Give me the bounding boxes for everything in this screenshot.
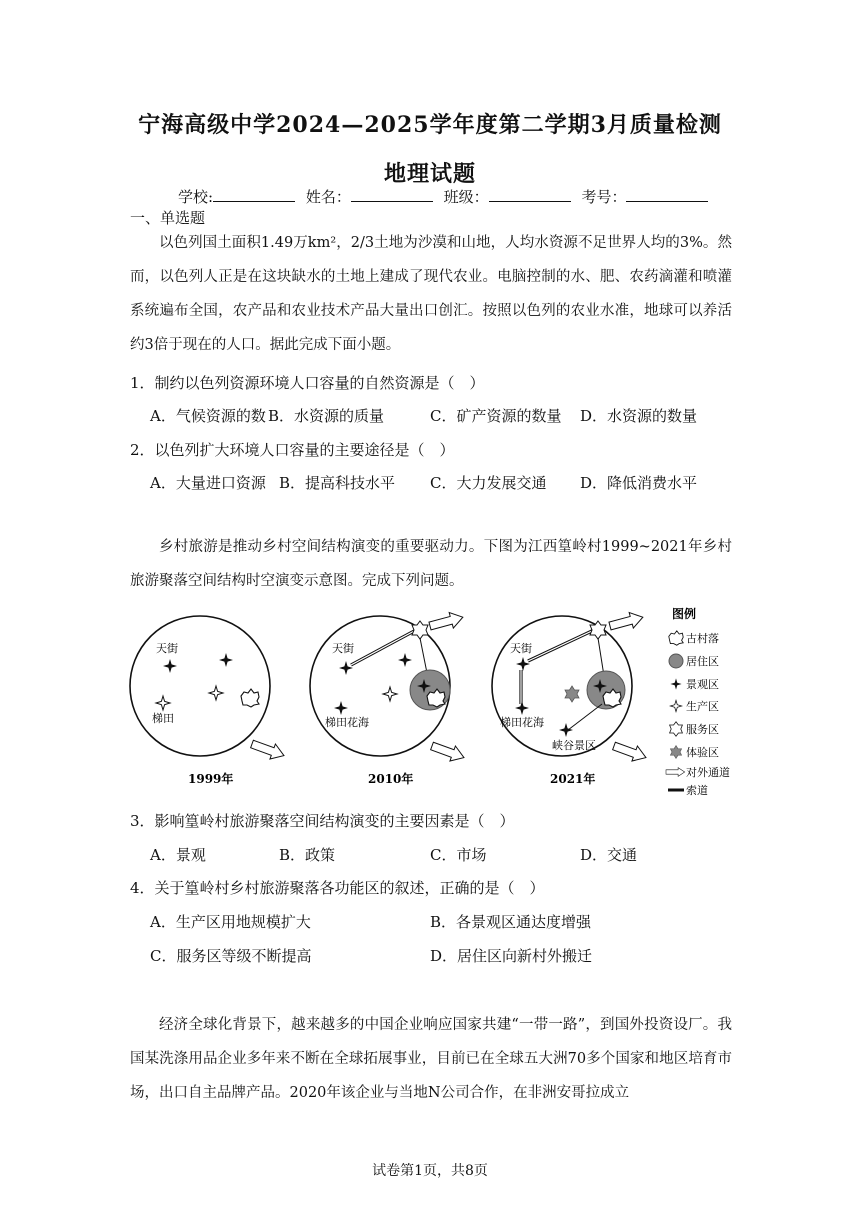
- figure-legend: [666, 606, 730, 797]
- option-3c[interactable]: C．市场: [430, 846, 487, 864]
- section-heading: 一、单选题: [130, 209, 206, 227]
- option-1d[interactable]: D．水资源的数量: [580, 407, 698, 425]
- option-1a[interactable]: A．气候资源的数: [150, 407, 266, 425]
- question-2: 2．以色列扩大环境人口容量的主要途径是（ ）: [130, 441, 455, 459]
- legend-experience: 体验区: [686, 746, 719, 759]
- panel-2010-year: 2010年: [368, 772, 414, 786]
- exam-number-blank[interactable]: [626, 187, 708, 202]
- panel-1999: [130, 616, 287, 786]
- option-4c[interactable]: C．服务区等级不断提高: [150, 947, 312, 965]
- legend-external-channel: 对外通道: [686, 766, 730, 779]
- panel-2010: [310, 609, 467, 786]
- panel-1999-year: 1999年: [188, 772, 234, 786]
- option-3a[interactable]: A．景观: [150, 846, 206, 864]
- page-title-line2: 地理试题: [383, 161, 476, 187]
- option-2a[interactable]: A．大量进口资源: [150, 474, 266, 492]
- page-footer: 试卷第1页，共8页: [372, 1163, 488, 1179]
- exam-number-label: 考号：: [581, 188, 627, 206]
- option-4b[interactable]: B．各景观区通达度增强: [430, 913, 592, 931]
- class-blank[interactable]: [489, 187, 571, 202]
- question-1: 1．制约以色列资源环境人口容量的自然资源是（ ）: [130, 374, 485, 392]
- legend-service: 服务区: [686, 723, 719, 736]
- option-1b[interactable]: B．水资源的质量: [268, 407, 385, 425]
- legend-title: 图例: [672, 607, 697, 621]
- legend-production: 生产区: [686, 700, 719, 713]
- panel-1999-label-tianjie: 天街: [156, 642, 178, 655]
- name-label: 姓名：: [305, 188, 351, 206]
- page-title-line1: 宁海高级中学2024—2025学年度第二学期3月质量检测: [138, 112, 722, 138]
- option-1c[interactable]: C．矿产资源的数量: [430, 407, 562, 425]
- option-4d[interactable]: D．居住区向新村外搬迁: [430, 947, 593, 965]
- name-blank[interactable]: [351, 187, 433, 202]
- legend-residential: 居住区: [686, 655, 719, 668]
- legend-cableway: 索道: [686, 784, 708, 797]
- option-2d[interactable]: D．降低消费水平: [580, 474, 698, 492]
- panel-2021-label-titianhuahai: 梯田花海: [500, 716, 544, 729]
- class-label: 班级：: [443, 188, 489, 206]
- panel-2021: [492, 609, 649, 786]
- school-blank[interactable]: [213, 187, 295, 202]
- passage-israel: 以色列国土面积1.49万km²，2/3土地为沙漠和山地，人均水资源不足世界人均的3%。然而，以色列人正是在这块缺水的土地上建成了现代农业。电脑控制的水、肥、农药滴灌和喷灌系统遍布全国，农产品和农业技术产品大量出口创汇。按照以色列的农业水准，地球可以养活约3倍于现在的人口。据此完成下面小题。: [130, 235, 732, 353]
- panel-2021-label-xiagu: 峡谷景区: [552, 739, 596, 752]
- legend-old-village: 古村落: [686, 632, 719, 645]
- panel-2021-label-tianjie: 天街: [510, 642, 532, 655]
- option-2c[interactable]: C．大力发展交通: [430, 474, 547, 492]
- panel-2010-label-tianjie: 天街: [332, 642, 354, 655]
- option-2b[interactable]: B．提高科技水平: [279, 474, 396, 492]
- panel-2021-year: 2021年: [550, 772, 596, 786]
- panel-1999-label-titian: 梯田: [152, 712, 174, 725]
- option-4a[interactable]: A．生产区用地规模扩大: [150, 913, 311, 931]
- panel-2010-label-titianhuahai: 梯田花海: [325, 716, 369, 729]
- passage-enterprise: 经济全球化背景下，越来越多的中国企业响应国家共建“一带一路”，到国外投资设厂。我国某洗涤用品企业多年来不断在全球拓展事业，目前已在全球五大洲70多个国家和地区培育市场，出口自主品牌产品。2020年该企业与当地N公司合作，在非洲安哥拉成立: [130, 1017, 732, 1101]
- school-label: 学校:: [178, 188, 214, 206]
- student-info-row: [178, 186, 714, 207]
- question-4: 4．关于篁岭村乡村旅游聚落各功能区的叙述，正确的是（ ）: [130, 879, 545, 897]
- passage-huangling: 乡村旅游是推动乡村空间结构演变的重要驱动力。下图为江西篁岭村1999~2021年乡村旅游聚落空间结构时空演变示意图。完成下列问题。: [130, 539, 732, 589]
- legend-scenic: 景观区: [686, 678, 719, 691]
- option-3b[interactable]: B．政策: [279, 846, 336, 864]
- settlement-evolution-figure: [120, 600, 740, 805]
- option-3d[interactable]: D．交通: [580, 846, 638, 864]
- question-3: 3．影响篁岭村旅游聚落空间结构演变的主要因素是（ ）: [130, 812, 515, 830]
